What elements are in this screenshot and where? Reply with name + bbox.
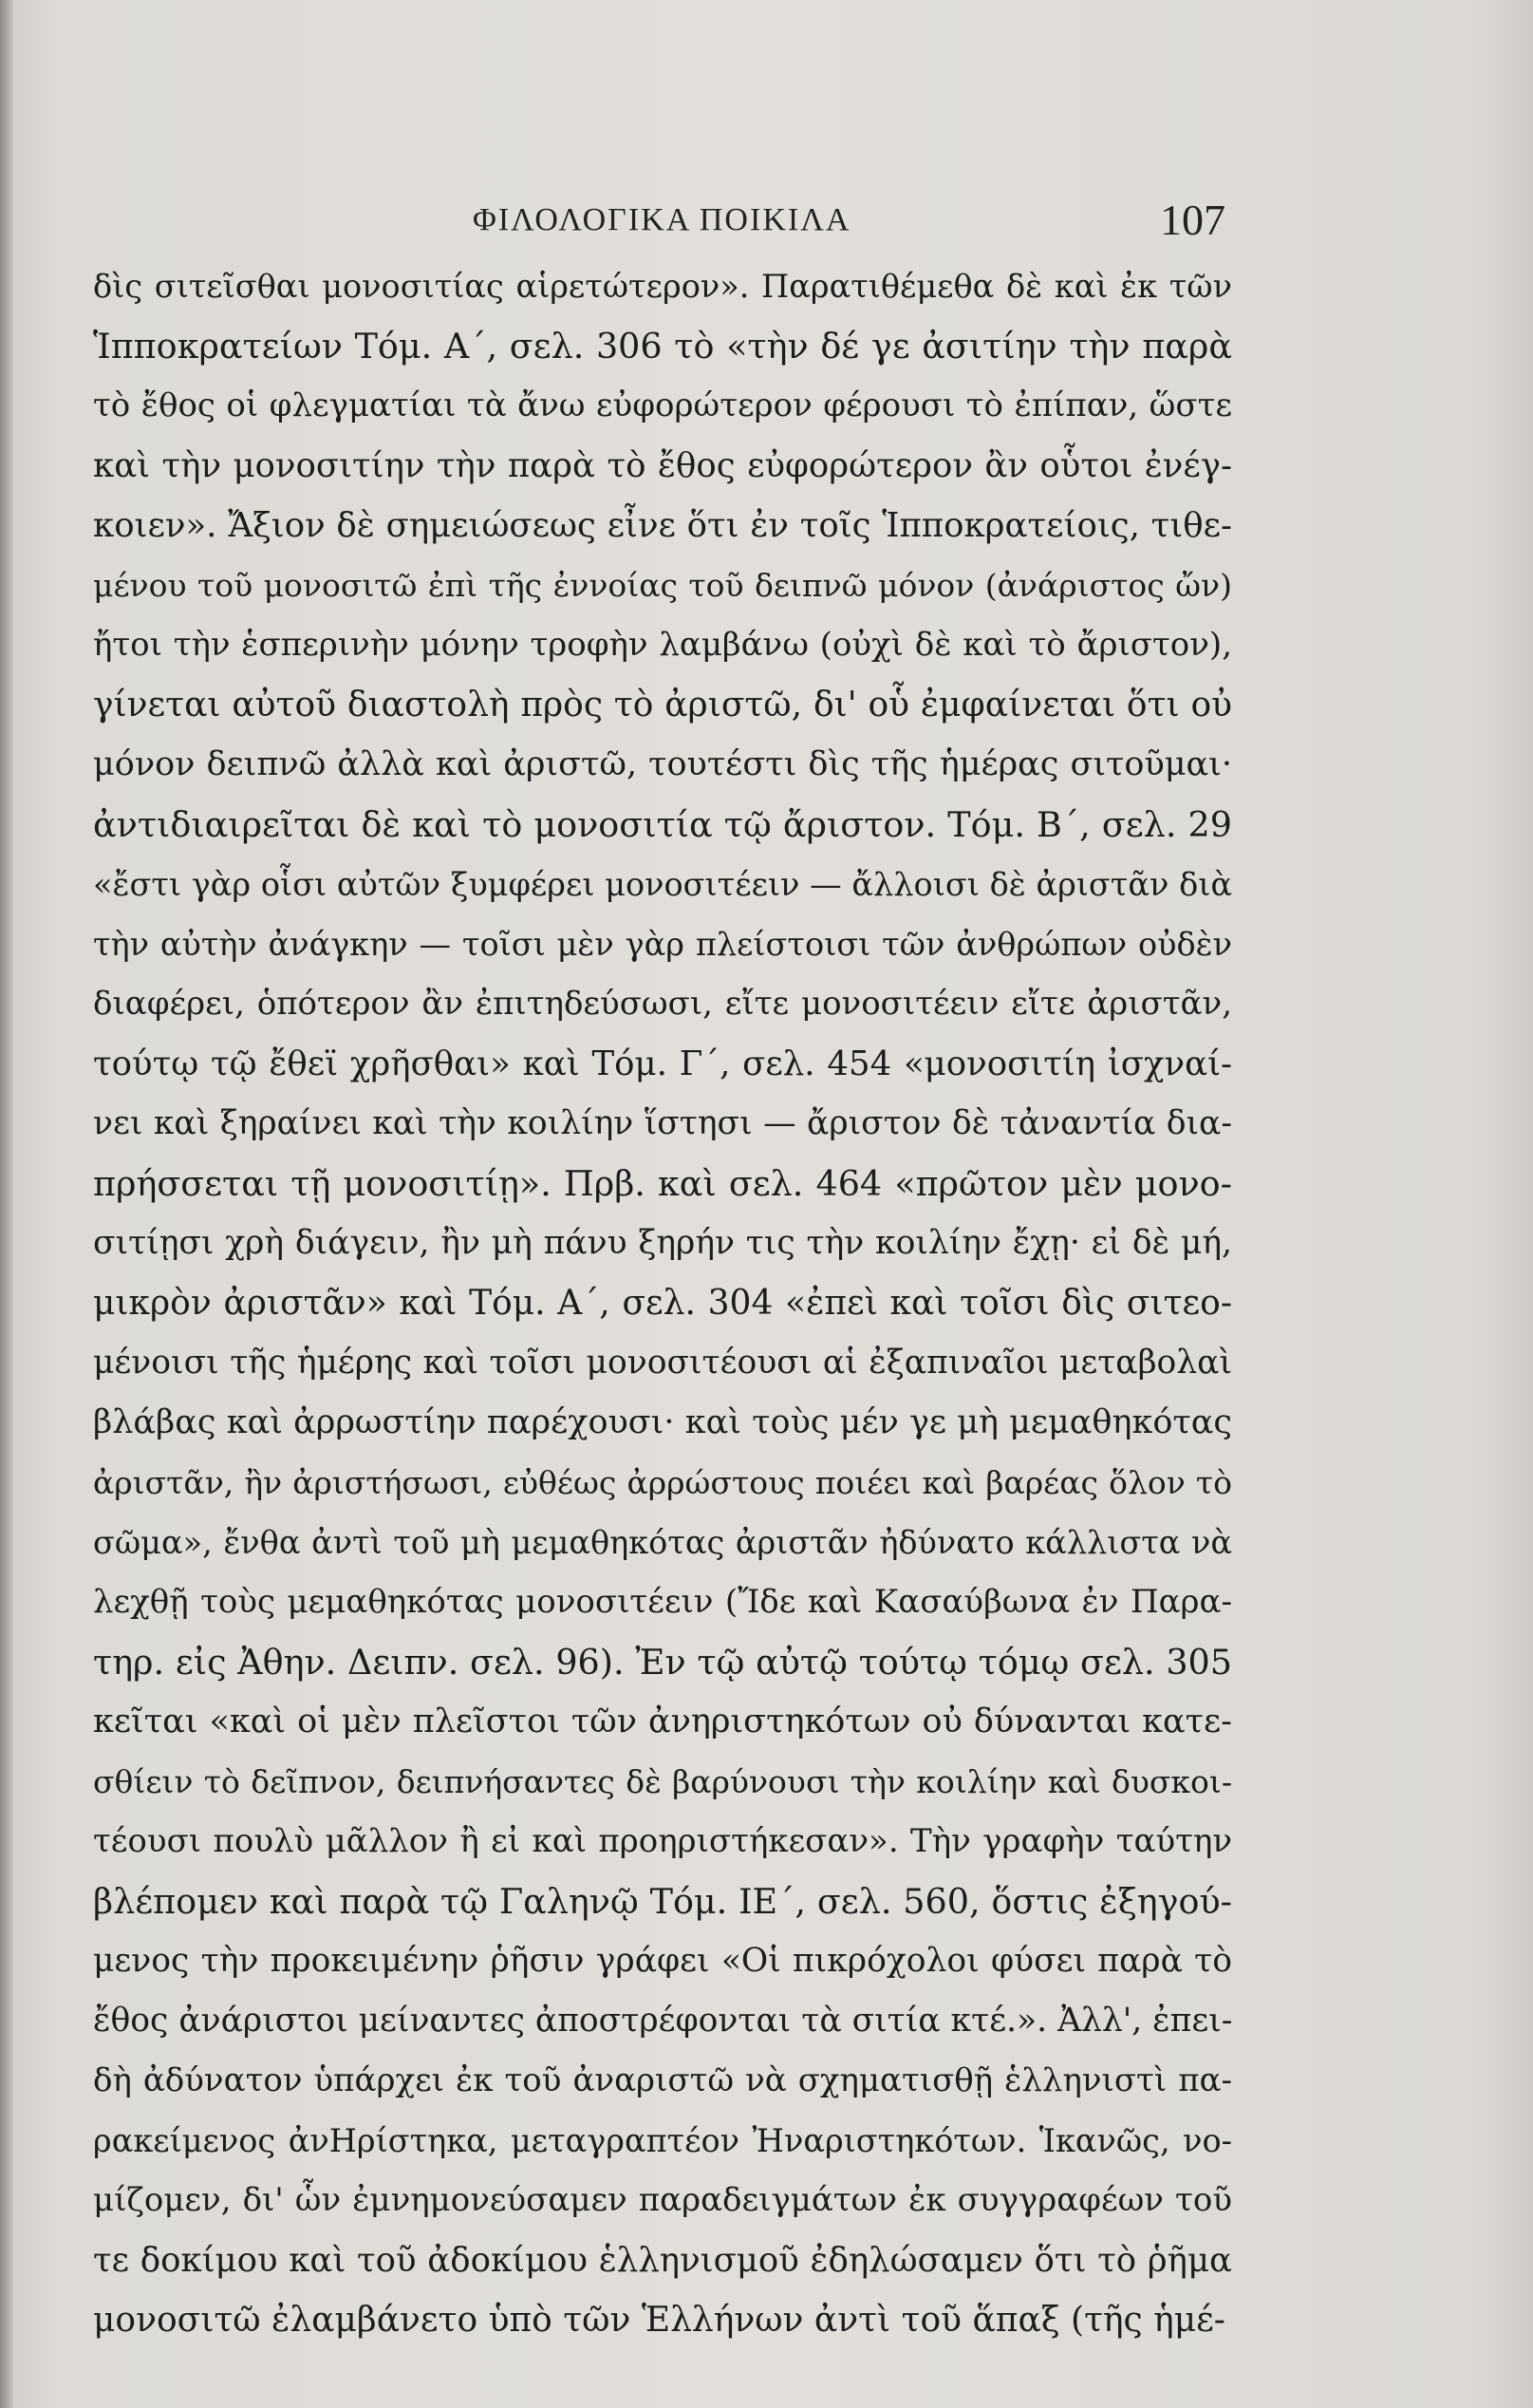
text-line: Ἱπποκρατείων Τόμ. Α΄, σελ. 306 τὸ «τὴν δέ γε ἀσιτίην τὴν παρὰ (93, 326, 1232, 367)
text-line: σθίειν τὸ δεῖπνον, δειπνήσαντες δὲ βαρύνουσι τὴν κοιλίην καὶ δυσκοι- (93, 1763, 1232, 1800)
text-line: μονοσιτῶ ἐλαμβάνετο ὑπὸ τῶν Ἑλλήνων ἀντὶ τοῦ ἅπαξ (τῆς ἡμέ- (93, 2301, 1225, 2340)
text-line: μένου τοῦ μονοσιτῶ ἐπὶ τῆς ἐννοίας τοῦ δειπνῶ μόνον (ἀνάριστος ὤν) (93, 567, 1232, 604)
text-line: σῶμα», ἔνθα ἀντὶ τοῦ μὴ μεμαθηκότας ἀριστᾶν ἠδύνατο κάλλιστα νὰ (93, 1524, 1232, 1561)
text-line: μενος τὴν προκειμένην ῥῆσιν γράφει «Οἱ πικρόχολοι φύσει παρὰ τὸ (93, 1942, 1232, 1980)
text-line: βλάβας καὶ ἀρρωστίην παρέχουσι· καὶ τοὺς μέν γε μὴ μεμαθηκότας (93, 1403, 1232, 1441)
text-line: γίνεται αὐτοῦ διαστολὴ πρὸς τὸ ἀριστῶ, δι' οὗ ἐμφαίνεται ὅτι οὐ (93, 686, 1232, 724)
text-line: τὸ ἔθος οἱ φλεγματίαι τὰ ἄνω εὐφορώτερον φέρουσι τὸ ἐπίπαν, ὥστε (93, 386, 1232, 424)
text-line: μόνον δειπνῶ ἀλλὰ καὶ ἀριστῶ, τουτέστι δὶς τῆς ἡμέρας σιτοῦμαι· (93, 745, 1232, 783)
text-line: πρήσσεται τῇ μονοσιτίῃ». Πρβ. καὶ σελ. 464 «πρῶτον μὲν μονο- (93, 1163, 1232, 1204)
text-line: τηρ. εἰς Ἀθην. Δειπν. σελ. 96). Ἐν τῷ αὐτῷ τούτῳ τόμῳ σελ. 305 (93, 1642, 1232, 1683)
body-text (93, 256, 1232, 2350)
running-title: ΦΙΛΟΛΟΓΙΚΑ ΠΟΙΚΙΛΑ (473, 202, 851, 237)
text-line: σιτίῃσι χρὴ διάγειν, ἢν μὴ πάνυ ξηρήν τις τὴν κοιλίην ἔχῃ· εἰ δὲ μή, (93, 1224, 1232, 1262)
text-line: «ἔστι γὰρ οἷσι αὐτῶν ξυμφέρει μονοσιτέειν — ἄλλοισι δὲ ἀριστᾶν διὰ (93, 866, 1232, 903)
text-line: ἤτοι τὴν ἑσπερινὴν μόνην τροφὴν λαμβάνω (οὐχὶ δὲ καὶ τὸ ἄριστον), (93, 626, 1232, 664)
text-line: ἀριστᾶν, ἢν ἀριστήσωσι, εὐθέως ἀρρώστους ποιέει καὶ βαρέας ὅλον τὸ (93, 1464, 1232, 1501)
text-line: διαφέρει, ὁπότερον ἂν ἐπιτηδεύσωσι, εἴτε μονοσιτέειν εἴτε ἀριστᾶν, (93, 985, 1232, 1023)
page-edge-shadow (0, 0, 13, 2408)
text-line: ρακείμενος ἀνΗρίστηκα, μεταγραπτέον Ἠναριστηκότων. Ἱκανῶς, νο- (93, 2122, 1232, 2159)
text-line: νει καὶ ξηραίνει καὶ τὴν κοιλίην ἵστησι — ἄριστον δὲ τἀναντία δια- (93, 1104, 1232, 1142)
text-line: μικρὸν ἀριστᾶν» καὶ Τόμ. Α΄, σελ. 304 «ἐπεὶ καὶ τοῖσι δὶς σιτεο- (93, 1284, 1232, 1323)
text-line: δὶς σιτεῖσθαι μονοσιτίας αἱρετώτερον». Παρατιθέμεθα δὲ καὶ ἐκ τῶν (93, 268, 1232, 305)
text-line: κοιεν». Ἄξιον δὲ σημειώσεως εἶνε ὅτι ἐν τοῖς Ἱπποκρατείοις, τιθε- (93, 506, 1232, 545)
text-line: τε δοκίμου καὶ τοῦ ἀδοκίμου ἑλληνισμοῦ ἐδηλώσαμεν ὅτι τὸ ῥῆμα (93, 2241, 1232, 2280)
page-number: 107 (1160, 196, 1225, 244)
text-line: μένοισι τῆς ἡμέρης καὶ τοῖσι μονοσιτέουσι αἱ ἐξαπιναῖοι μεταβολαὶ (93, 1344, 1232, 1382)
text-line: λεχθῇ τοὺς μεμαθηκότας μονοσιτέειν (Ἴδε καὶ Κασαύβωνα ἐν Παρα- (93, 1583, 1232, 1621)
text-line: δὴ ἀδύνατον ὑπάρχει ἐκ τοῦ ἀναριστῶ νὰ σχηματισθῇ ἑλληνιστὶ πα- (93, 2061, 1232, 2099)
text-line: τὴν αὐτὴν ἀνάγκην — τοῖσι μὲν γὰρ πλείστοισι τῶν ἀνθρώπων οὐδὲν (93, 926, 1232, 963)
text-line: μίζομεν, δι' ὧν ἐμνημονεύσαμεν παραδειγμάτων ἐκ συγγραφέων τοῦ (93, 2181, 1232, 2219)
text-line: τέουσι πουλὺ μᾶλλον ἢ εἰ καὶ προηριστήκεσαν». Τὴν γραφὴν ταύτην (93, 1822, 1232, 1860)
page-header (0, 195, 1533, 252)
text-line: κεῖται «καὶ οἱ μὲν πλεῖστοι τῶν ἀνηριστηκότων οὐ δύνανται κατε- (93, 1703, 1232, 1740)
text-line: τούτῳ τῷ ἔθεϊ χρῆσθαι» καὶ Τόμ. Γ΄, σελ. 454 «μονοσιτίη ἰσχναί- (93, 1044, 1232, 1083)
text-line: ἔθος ἀνάριστοι μείναντες ἀποστρέφονται τὰ σιτία κτέ.». Ἀλλ', ἐπει- (93, 2002, 1232, 2040)
text-line: βλέπομεν καὶ παρὰ τῷ Γαληνῷ Τόμ. ΙΕ΄, σελ. 560, ὅστις ἐξηγού- (93, 1881, 1232, 1922)
text-line: καὶ τὴν μονοσιτίην τὴν παρὰ τὸ ἔθος εὐφορώτερον ἂν οὗτοι ἐνέγ- (93, 446, 1232, 485)
text-line: ἀντιδιαιρεῖται δὲ καὶ τὸ μονοσιτία τῷ ἄριστον. Τόμ. Β΄, σελ. 29 (93, 804, 1232, 845)
